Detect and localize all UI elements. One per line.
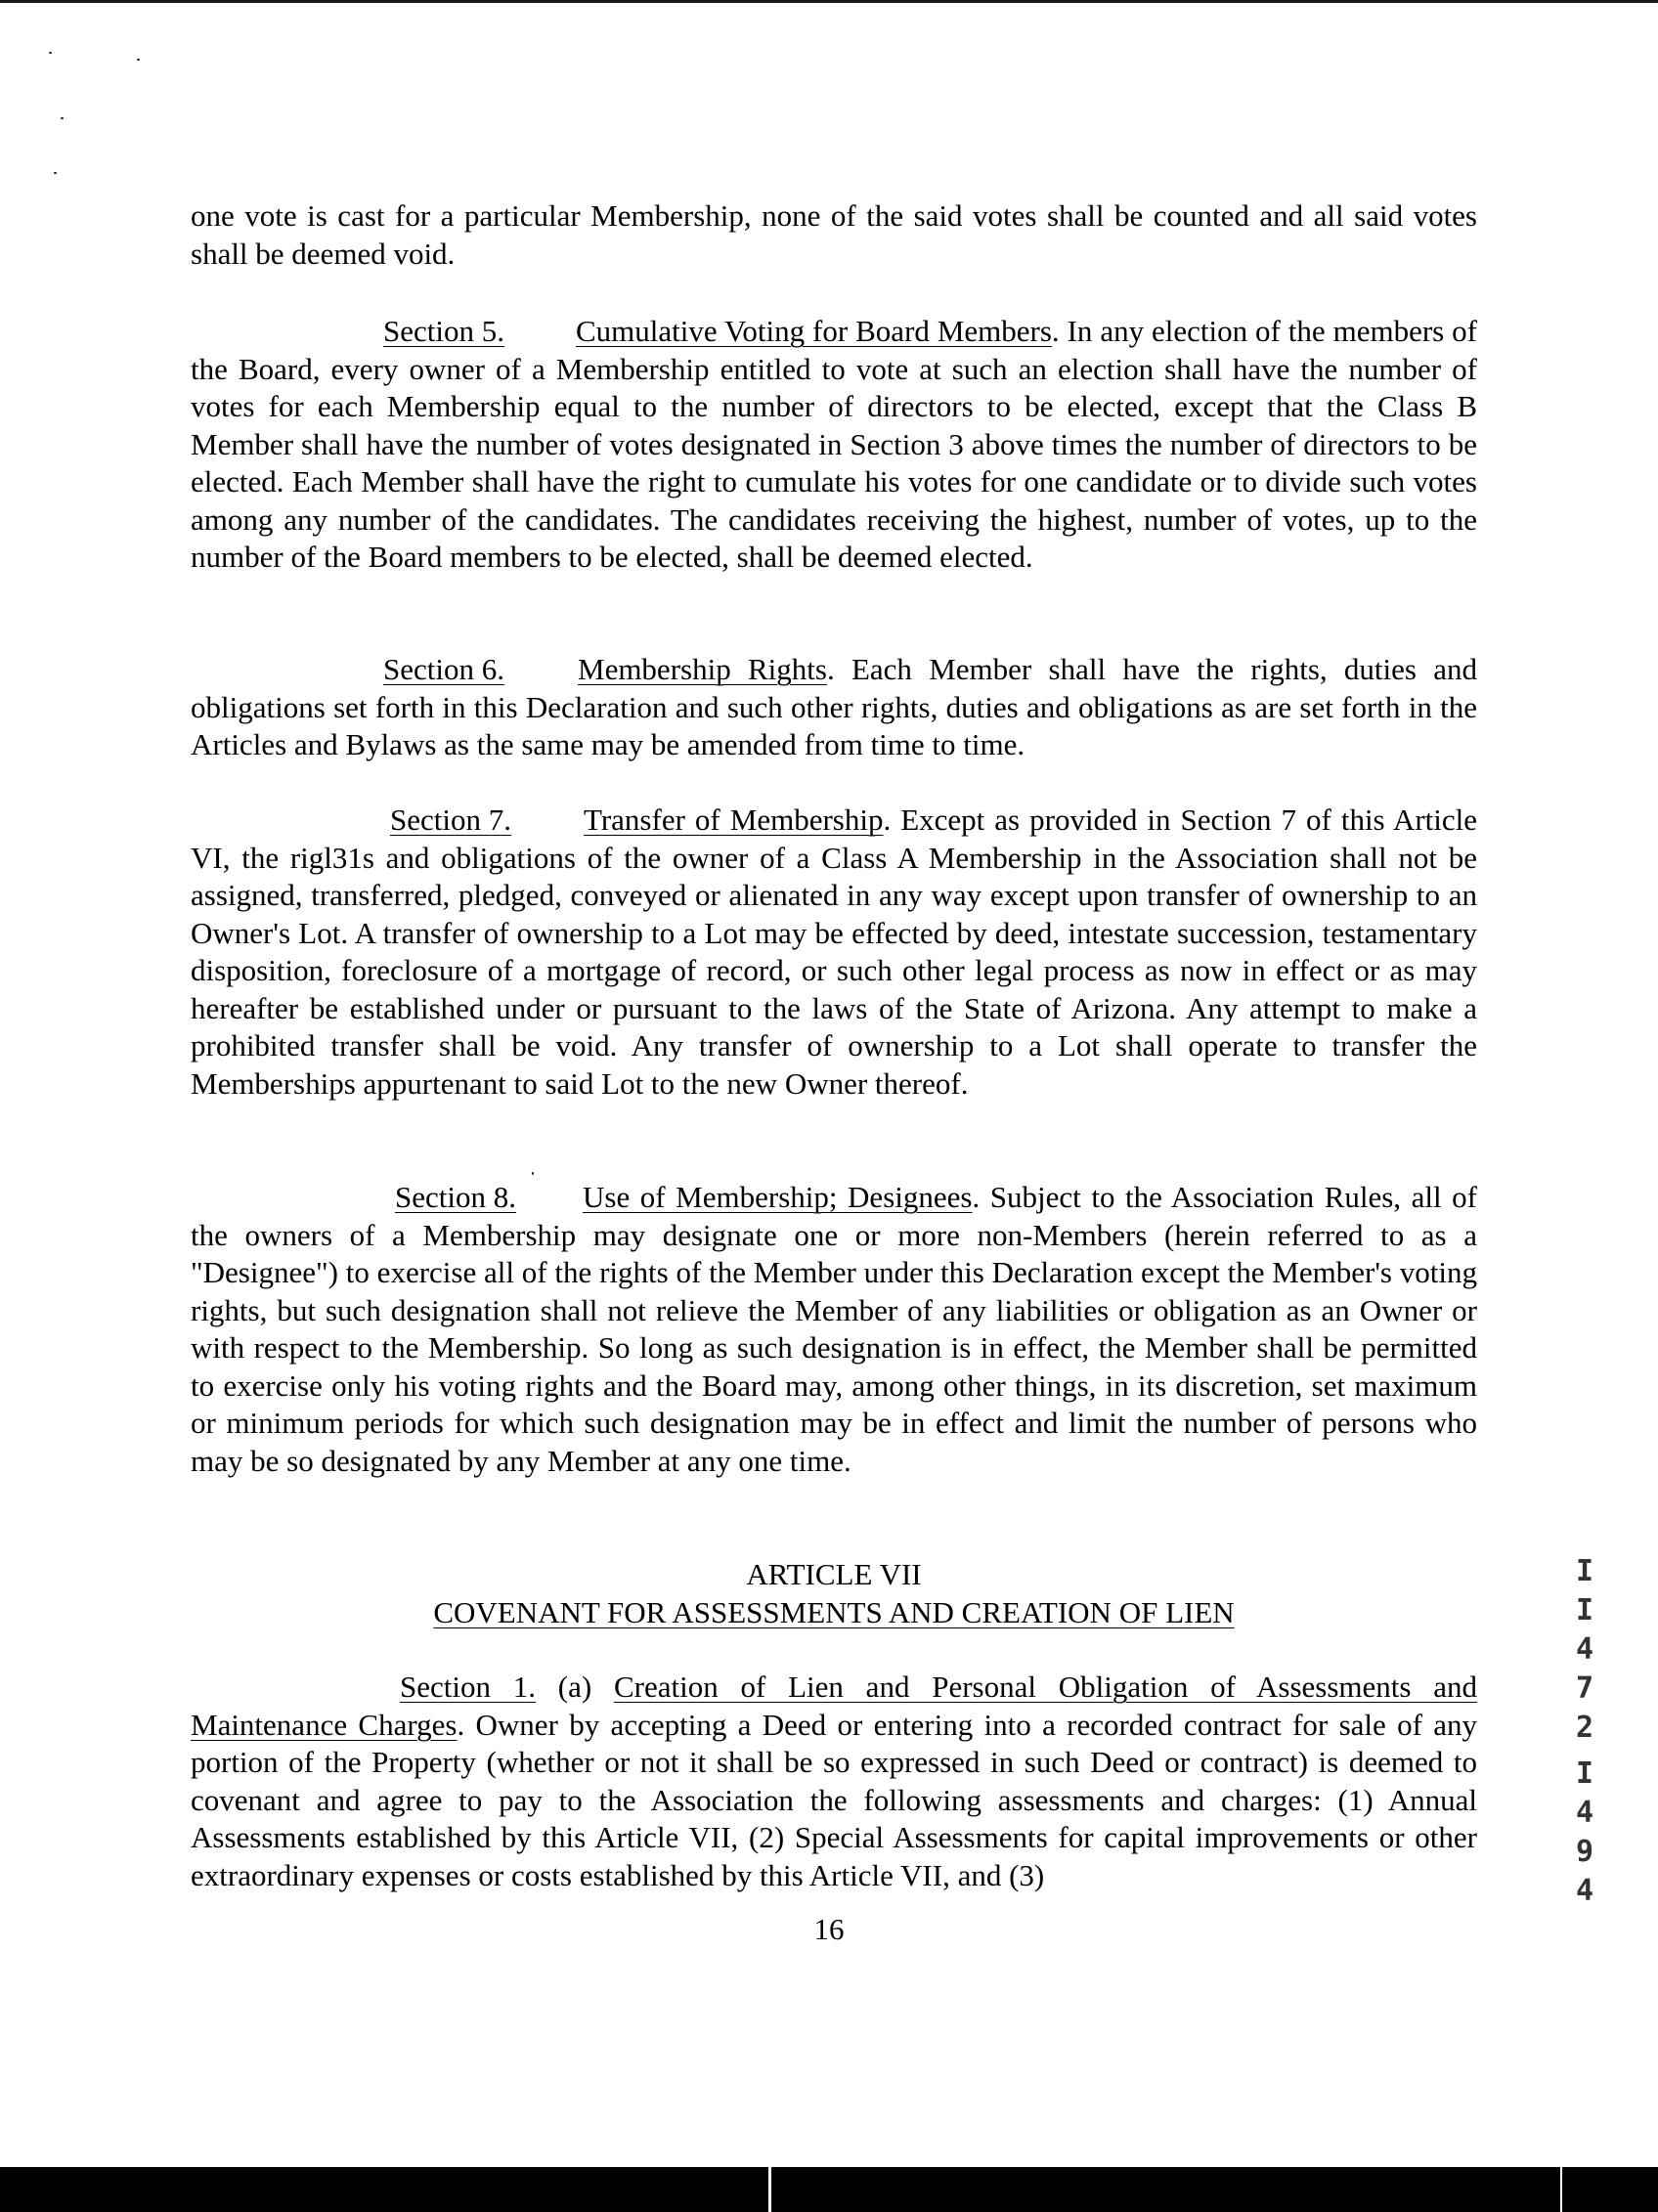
article-subheading: COVENANT FOR ASSESSMENTS AND CREATION OF LIEN (433, 1594, 1235, 1629)
scan-speck (532, 1172, 534, 1175)
section-1-paragraph (191, 1669, 1477, 1894)
section-6-paragraph (191, 651, 1477, 764)
scan-speck (54, 172, 57, 174)
stamp-char: 2 (1575, 1711, 1594, 1745)
stamp-char: 9 (1575, 1835, 1594, 1869)
section-6-label: Section 6. (383, 652, 504, 686)
scan-speck (49, 52, 52, 54)
section-7-label: Section 7. (390, 802, 511, 837)
scan-speck (137, 59, 140, 61)
section-1-sub: (a) (536, 1670, 614, 1704)
article-heading: ARTICLE VII (746, 1557, 922, 1591)
section-8-paragraph (191, 1179, 1477, 1480)
stamp-char: I (1575, 1757, 1594, 1791)
section-1-body: . Owner by accepting a Deed or entering into a recorded contract for sale of any portion of the Property (whether or not it shall be so expressed in such Deed or contract) is deemed to covenant and agree to pay to the Association the following assessments and charges: (1) Annual Assessments established by this Article VII, (2) Special Assessments for capital improvements or other extraordinary expenses or costs established by this Article VII, and (3) (191, 1707, 1478, 1892)
section-5-body: . In any election of the members of the Board, every owner of a Membership entitled to vote at such an election shall have the number of votes for each Membership equal to the number of directors to be elected, except that the Class B Member shall have the number of votes designated in Section 3 above times the number of directors to be elected. Each Member shall have the right to cumulate his votes for one candidate or to divide such votes among any number of the candidates. The candidates receiving the highest, number of votes, up to the number of the Board members to be elected, shall be deemed elected. (191, 314, 1477, 574)
scan-bottom-gap (1560, 2167, 1562, 2212)
scan-speck (61, 117, 64, 119)
scan-bottom-border (0, 2167, 1658, 2212)
section-6-title: Membership Rights (578, 652, 827, 686)
section-7-body: . Except as provided in Section 7 of this Article VI, the rigl31s and obligations of the owner of a Class A Membership in the Association shall not be assigned, transferred, pledged, conveyed or alienated in any way except upon transfer of ownership to an Owner's Lot. A transfer of ownership to a Lot may be effected by deed, intestate succession, testamentary disposition, foreclosure of a mortgage of record, or such other legal process as now in effect or as may hereafter be established under or pursuant to the laws of the State of Arizona. Any attempt to make a prohibited transfer shall be void. Any transfer of ownership to a Lot shall operate to transfer the Memberships appurtenant to said Lot to the new Owner thereof. (191, 802, 1477, 1101)
section-5-title: Cumulative Voting for Board Members (576, 314, 1052, 348)
scan-top-edge (0, 0, 1658, 3)
article-heading-block (191, 1556, 1477, 1631)
stamp-char: 4 (1575, 1796, 1594, 1830)
section-1-title: Creation of Lien and Personal Obligation of Assessments and Maintenance Charges (191, 1670, 1477, 1742)
page-number: 16 (813, 1912, 845, 1946)
stamp-char: 7 (1575, 1671, 1594, 1706)
section-7-paragraph (191, 802, 1477, 1103)
section-8-label: Section 8. (395, 1180, 516, 1214)
stamp-char: I (1575, 1593, 1594, 1627)
section-5-label: Section 5. (383, 314, 504, 348)
section-5-paragraph (191, 313, 1477, 577)
margin-stamp-upper (1572, 1552, 1597, 1748)
section-8-body: . Subject to the Association Rules, all of the owners of a Membership may designate one or more non-Members (herein referred to as a "Designee") to exercise all of the rights of the Member under this Declaration except the Member's voting rights, but such designation shall not relieve the Member of any liabilities or obligation as an Owner or with respect to the Membership. So long as such designation is in effect, the Member shall be permitted to exercise only his voting rights and the Board may, among other things, in its discretion, set maximum or minimum periods for which such designation may be in effect and limit the number of persons who may be so designated by any Member at any one time. (191, 1180, 1478, 1478)
section-1-label: Section 1. (400, 1670, 537, 1704)
section-8-title: Use of Membership; Designees (583, 1180, 973, 1214)
stamp-char: 4 (1575, 1874, 1594, 1908)
section-6-body: . Each Member shall have the rights, duties and obligations set forth in this Declaration and such other rights, duties and obligations as are set forth in the Articles and Bylaws as the same may be amended from time to time. (191, 652, 1477, 761)
stamp-char: 4 (1575, 1632, 1594, 1667)
continuation-paragraph: one vote is cast for a particular Membership, none of the said votes shall be counted and all said votes shall be deemed void. (191, 198, 1477, 271)
margin-stamp-lower (1572, 1755, 1597, 1911)
section-7-title: Transfer of Membership (584, 802, 884, 837)
stamp-char: I (1575, 1554, 1594, 1588)
scan-bottom-gap (768, 2167, 771, 2212)
